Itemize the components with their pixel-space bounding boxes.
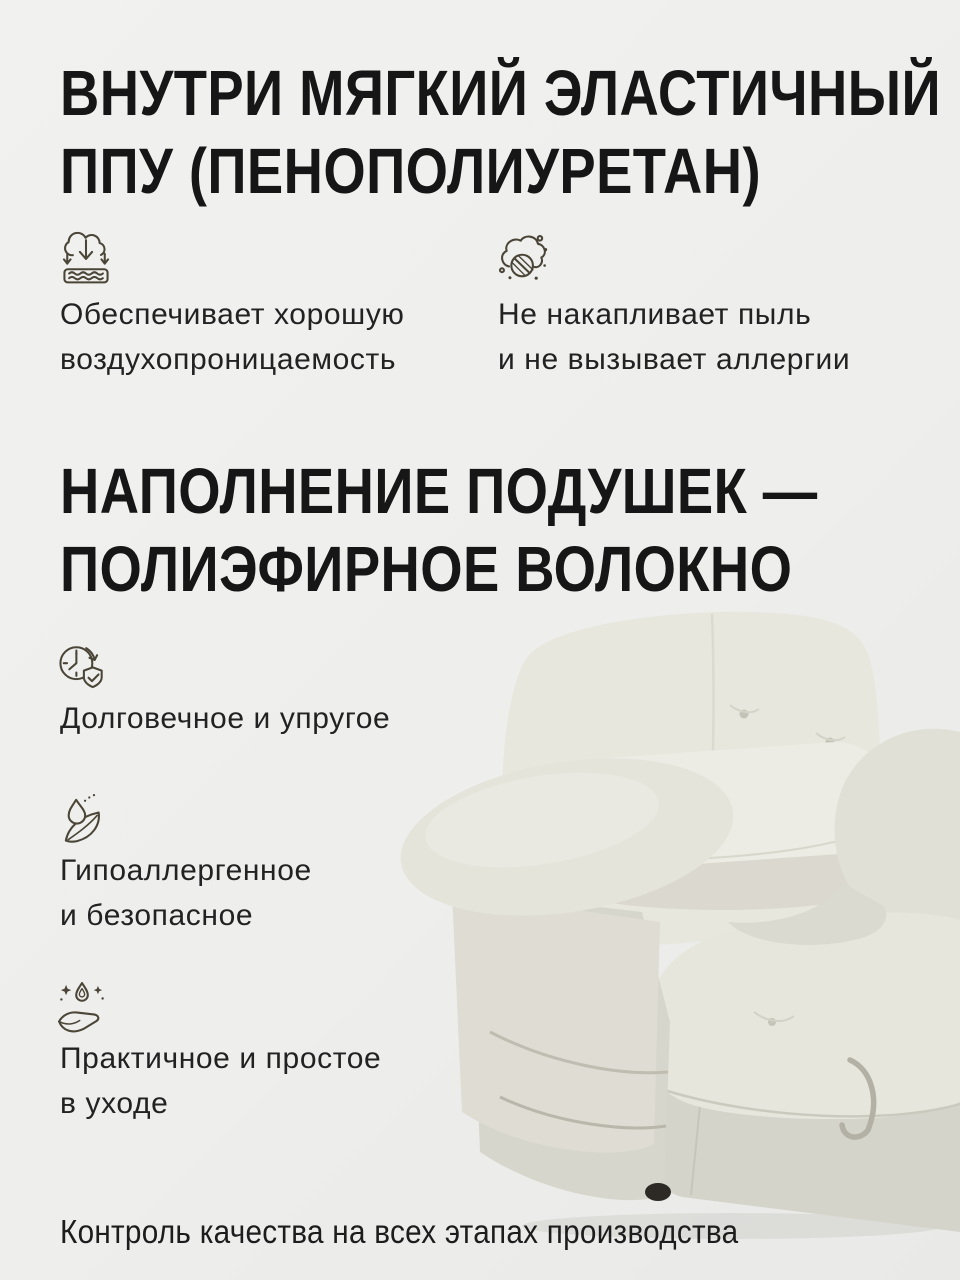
text-line: Гипоаллергенное [60, 854, 312, 887]
ppu-feature-breathability-text [60, 292, 405, 382]
quality-caption: Контроль качества на всех этапах производства [60, 1213, 739, 1250]
armchair-product-photo [392, 592, 960, 1252]
text-line: и не вызывает аллергии [498, 343, 851, 376]
text-line: Обеспечивает хорошую [60, 298, 405, 331]
text-line: в уходе [60, 1087, 169, 1120]
easy-care-icon [52, 976, 112, 1036]
text-line: воздухопроницаемость [60, 343, 397, 376]
no-dust-icon [494, 228, 554, 288]
ppu-title-line-2: ППУ (ПЕНОПОЛИУРЕТАН) [60, 135, 761, 207]
ppu-feature-no-dust-text [498, 292, 850, 382]
cushion-feature-durability-text [60, 696, 390, 741]
text-line: Практичное и простое [60, 1042, 382, 1075]
cushions-title-line-2: ПОЛИЭФИРНОЕ ВОЛОКНО [60, 533, 793, 605]
hypoallergenic-icon [56, 790, 116, 850]
cushion-feature-hypoallergenic-text [60, 848, 312, 938]
cushions-title-line-1: НАПОЛНЕНИЕ ПОДУШЕК — [60, 455, 818, 527]
breathability-icon [56, 228, 116, 288]
text-line: Не накапливает пыль [498, 298, 812, 331]
cushions-title [60, 452, 818, 608]
text-line: и безопасное [60, 899, 254, 932]
text-line: Долговечное и упругое [60, 702, 391, 735]
ppu-title [60, 54, 941, 210]
ppu-title-line-1: ВНУТРИ МЯГКИЙ ЭЛАСТИЧНЫЙ [60, 57, 941, 129]
cushion-feature-care-text [60, 1036, 381, 1126]
durability-icon [52, 636, 112, 696]
